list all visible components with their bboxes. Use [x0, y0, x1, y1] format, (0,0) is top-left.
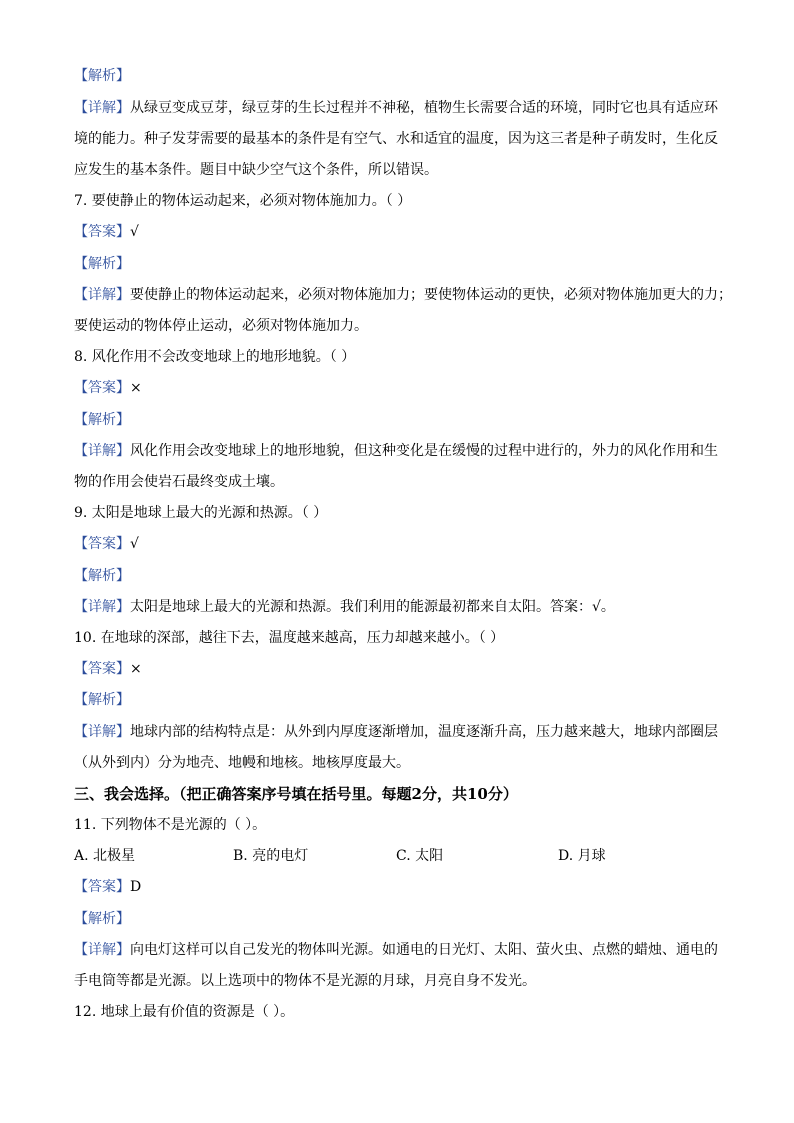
tag: 【详解】 — [74, 942, 130, 958]
tag: 【答案】 — [74, 879, 130, 895]
tag: 【答案】 — [74, 536, 130, 552]
analysis-label — [74, 66, 724, 86]
question-11: 11. 下列物体不是光源的（ ）。 — [74, 817, 267, 833]
question-8: 8. 风化作用不会改变地球上的地形地貌。（ ） — [74, 349, 356, 365]
question-9: 9. 太阳是地球上最大的光源和热源。（ ） — [74, 505, 328, 521]
tag: 【解析】 — [74, 568, 130, 584]
detail-line: 手电筒等都是光源。以上选项中的物体不是光源的月球，月亮自身不发光。 — [74, 973, 536, 989]
tag: 【详解】 — [74, 100, 130, 116]
tag: 【解析】 — [74, 692, 130, 708]
detail-line: 【详解】要使静止的物体运动起来，必须对物体施加力；要使物体运动的更快，必须对物体施加更大的力； — [74, 287, 732, 303]
tag: 【答案】 — [74, 224, 130, 240]
tag: 【解析】 — [74, 412, 130, 428]
detail-line: 【详解】太阳是地球上最大的光源和热源。我们利用的能源最初都来自太阳。答案：√。 — [74, 599, 615, 615]
answer-line: 【答案】× — [74, 380, 142, 396]
detail-line: 境的能力。种子发芽需要的最基本的条件是有空气、水和适宜的温度，因为这三者是种子萌发时，生化反 — [74, 131, 718, 147]
analysis-label — [74, 410, 724, 430]
question-7: 7. 要使静止的物体运动起来，必须对物体施加力。（ ） — [74, 193, 412, 209]
tag: 【解析】 — [74, 256, 130, 272]
tag: 【答案】 — [74, 661, 130, 677]
detail-line: 【详解】地球内部的结构特点是：从外到内厚度逐渐增加，温度逐渐升高，压力越来越大，地球内部圈层 — [74, 724, 718, 740]
analysis-label — [74, 566, 724, 586]
option-c: C. 太阳 — [396, 848, 444, 864]
detail-line: 物的作用会使岩石最终变成土壤。 — [74, 474, 284, 490]
detail-line: 【详解】从绿豆变成豆芽，绿豆芽的生长过程并不神秘，植物生长需要合适的环境，同时它也具有适应环 — [74, 100, 718, 116]
detail-line: 要使运动的物体停止运动，必须对物体施加力。 — [74, 318, 368, 334]
tag: 【解析】 — [74, 68, 130, 84]
question-12: 12. 地球上最有价值的资源是（ ）。 — [74, 1004, 295, 1020]
analysis-label — [74, 690, 724, 710]
tag: 【详解】 — [74, 724, 130, 740]
answer-line: 【答案】D — [74, 879, 142, 895]
answer-line: 【答案】× — [74, 661, 142, 677]
tag: 【解析】 — [74, 911, 130, 927]
detail-line: （从外到内）分为地壳、地幔和地核。地核厚度最大。 — [74, 755, 410, 771]
option-d: D. 月球 — [558, 848, 606, 864]
analysis-label — [74, 909, 724, 929]
tag: 【详解】 — [74, 287, 130, 303]
question-10: 10. 在地球的深部，越往下去，温度越来越高，压力却越来越小。（ ） — [74, 630, 505, 646]
option-b: B. 亮的电灯 — [233, 848, 309, 864]
detail-line: 应发生的基本条件。题目中缺少空气这个条件，所以错误。 — [74, 162, 438, 178]
analysis-label — [74, 254, 724, 274]
detail-line: 【详解】向电灯这样可以自己发光的物体叫光源。如通电的日光灯、太阳、萤火虫、点燃的蜡烛、通电的 — [74, 942, 718, 958]
tag: 【详解】 — [74, 443, 130, 459]
tag: 【答案】 — [74, 380, 130, 396]
tag: 【详解】 — [74, 599, 130, 615]
option-a: A. 北极星 — [74, 848, 136, 864]
detail-line: 【详解】风化作用会改变地球上的地形地貌，但这种变化是在缓慢的过程中进行的，外力的风化作用和生 — [74, 443, 718, 459]
section-title: 三、我会选择。（把正确答案序号填在括号里。每题2分，共10分） — [74, 785, 518, 803]
answer-line: 【答案】√ — [74, 224, 139, 240]
answer-line: 【答案】√ — [74, 536, 139, 552]
